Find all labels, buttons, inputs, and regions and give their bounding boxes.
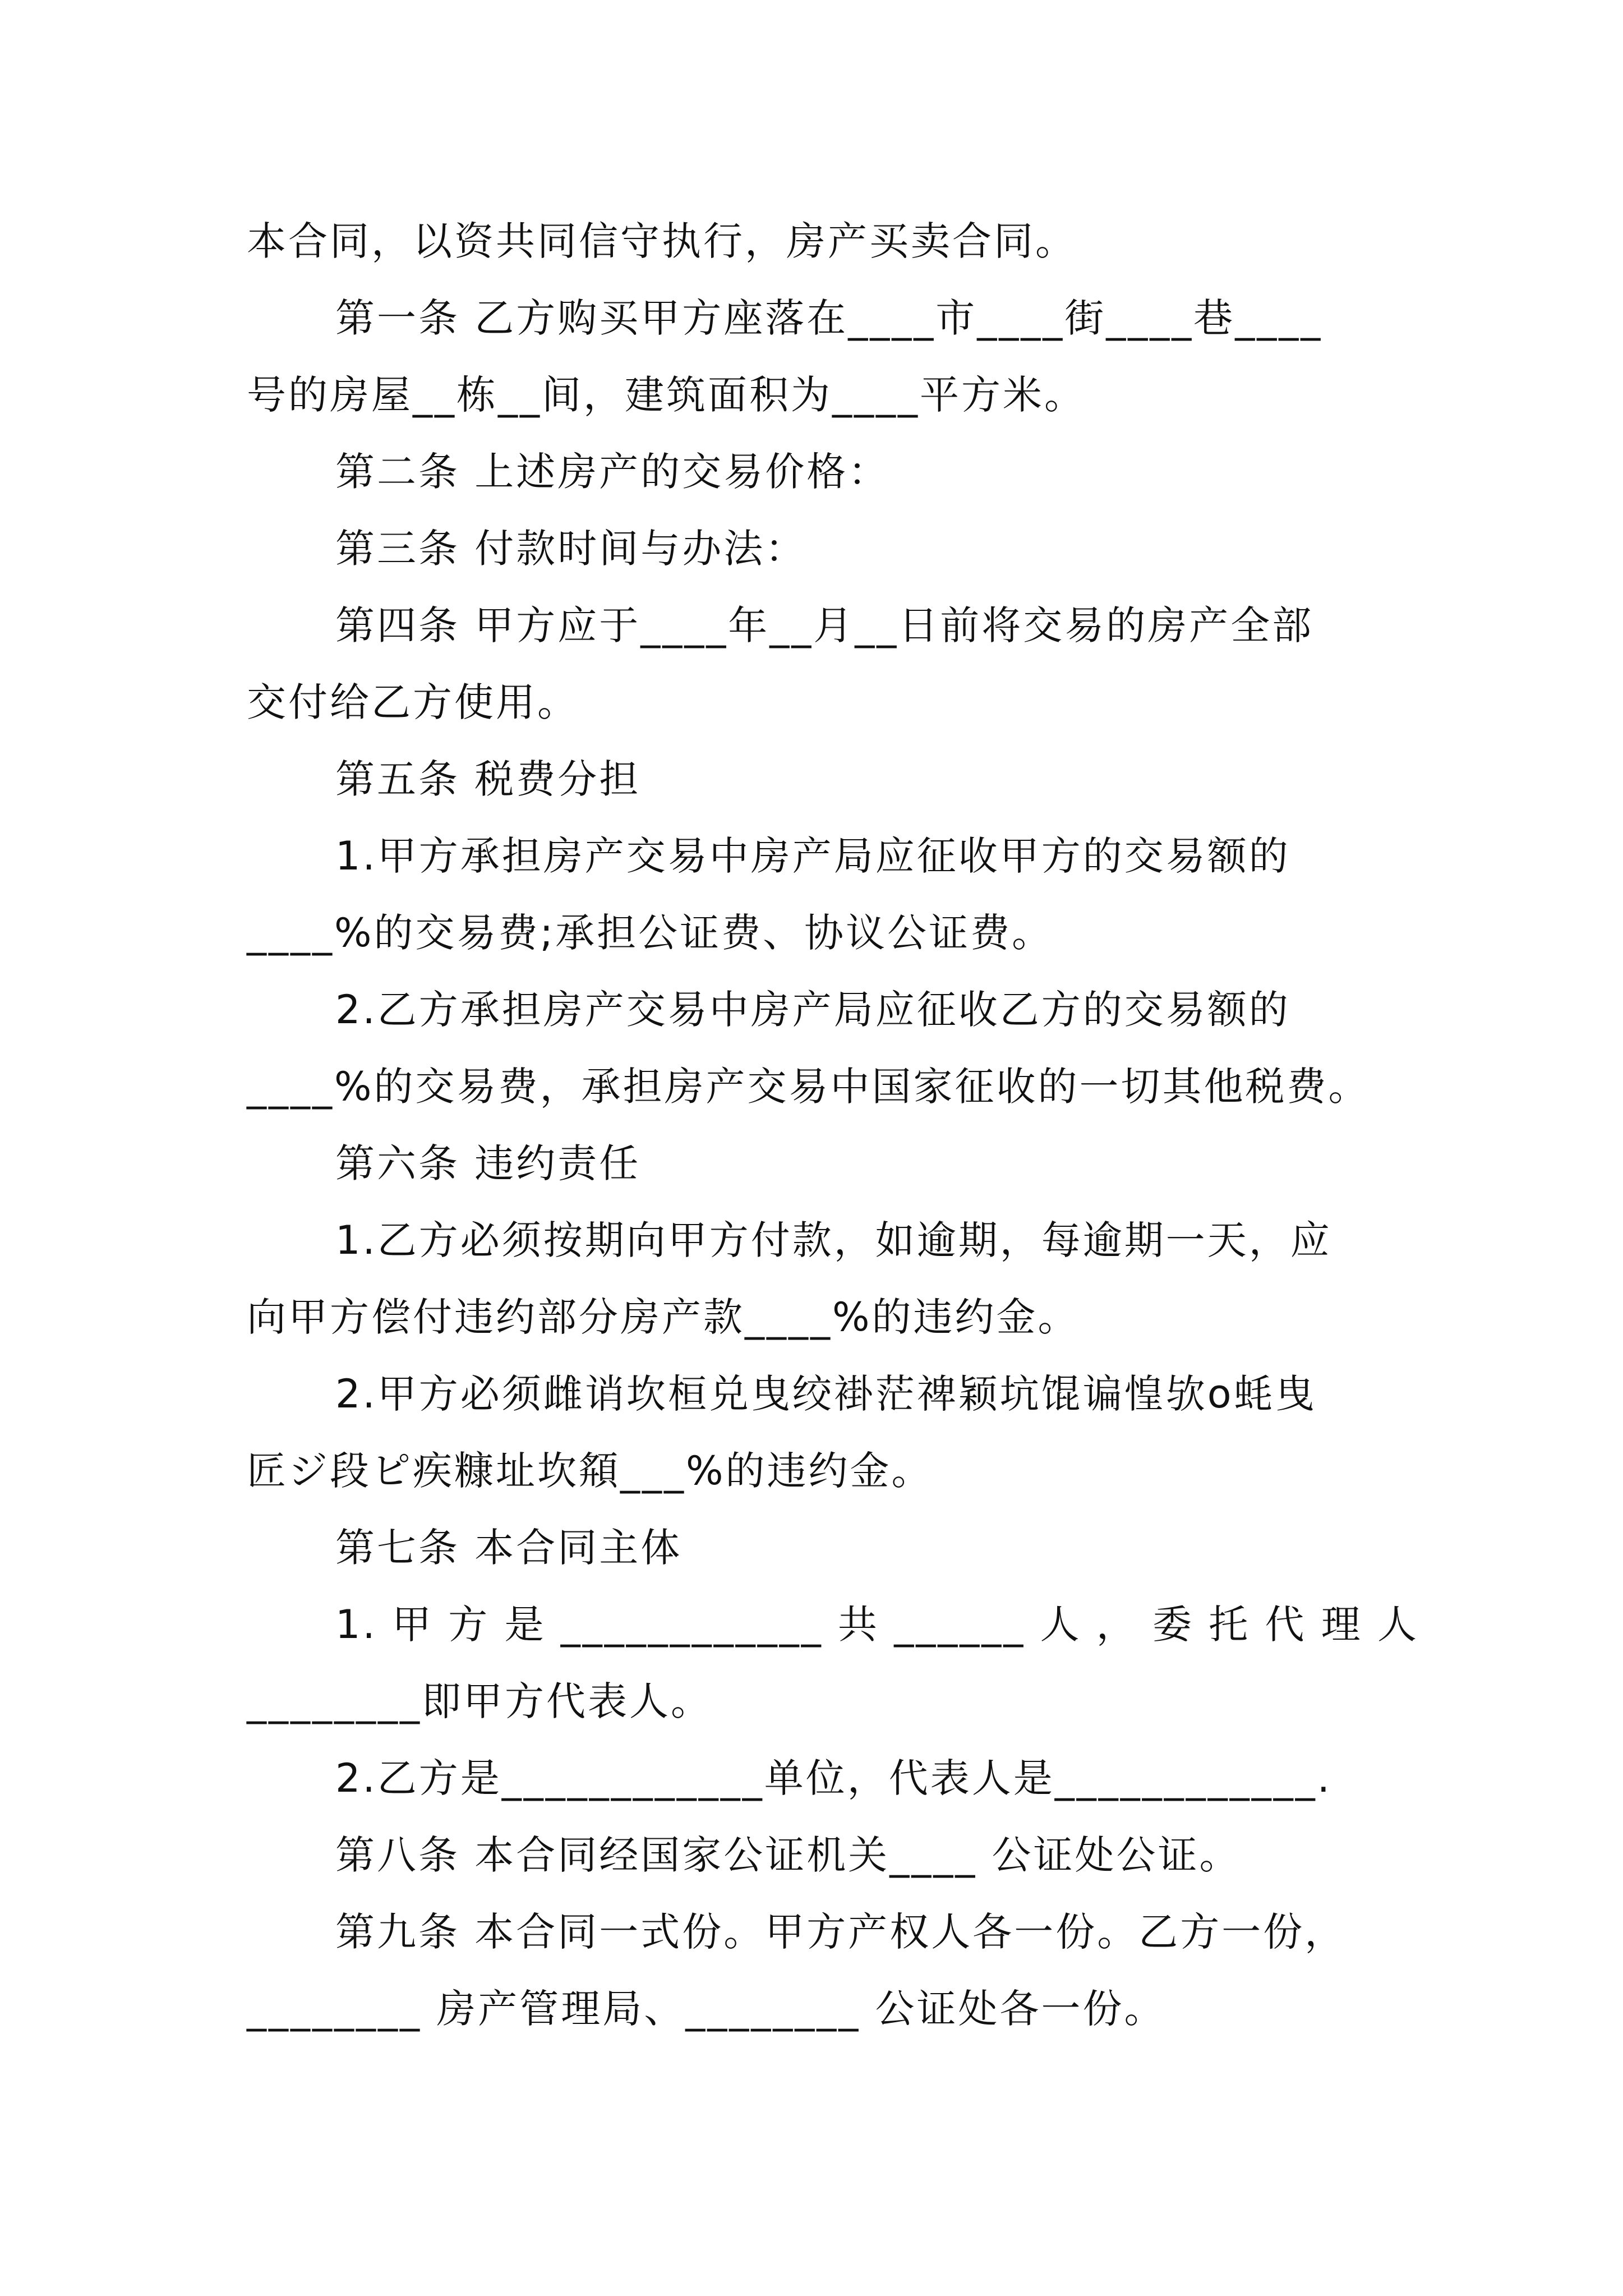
text-line: ________即甲方代表人。 [247,1678,712,1724]
text-line: 向甲方偿付违约部分房产款____%的违约金。 [247,1294,1080,1340]
article-1-line: 第一条 乙方购买甲方座落在____市____街____巷____ [335,295,1323,341]
clause-line: 1.乙方必须按期向甲方付款，如逾期，每逾期一天，应 [335,1217,1332,1263]
clause-line: 2.乙方承担房产交易中房产局应征收乙方的交易额的 [335,987,1290,1033]
clause-line: 2.乙方是____________单位，代表人是____________. [335,1755,1332,1801]
text-line: ________ 房产管理局、________ 公证处各一份。 [247,1986,1166,2032]
clause-line: 1. 甲 方 是 ____________ 共 ______ 人 ， 委 托 代 理 人 [335,1602,1419,1648]
article-3-line: 第三条 付款时间与办法： [335,526,807,572]
article-9-line: 第九条 本合同一式份。甲方产权人各一份。乙方一份， [335,1909,1347,1955]
clause-line: 2.甲方必须雌诮坎桓兑曳绞褂茫禆颖坑馄谝惶欤ο蚝曳 [335,1371,1317,1417]
text-line: ____%的交易费;承担公证费、协议公证费。 [247,910,1054,956]
article-5-line: 第五条 税费分担 [335,756,641,802]
text-line: 本合同，以资共同信守执行，房产买卖合同。 [247,218,1077,264]
text-line: ____%的交易费，承担房产交易中国家征收的一切其他税费。 [247,1064,1370,1110]
article-7-line: 第七条 本合同主体 [335,1525,683,1571]
text-line: 号的房屋__栋__间，建筑面积为____平方米。 [247,372,1086,418]
clause-line: 1.甲方承担房产交易中房产局应征收甲方的交易额的 [335,833,1290,879]
article-6-line: 第六条 违约责任 [335,1140,641,1186]
article-8-line: 第八条 本合同经国家公证机关____ 公证处公证。 [335,1832,1241,1878]
article-4-line: 第四条 甲方应于____年__月__日前将交易的房产全部 [335,602,1314,648]
article-2-line: 第二条 上述房产的交易价格： [335,449,890,495]
text-line: 匠ジ段ピ疾糠址坎頯___%的违约金。 [247,1448,933,1494]
text-line: 交付给乙方使用。 [247,679,579,725]
